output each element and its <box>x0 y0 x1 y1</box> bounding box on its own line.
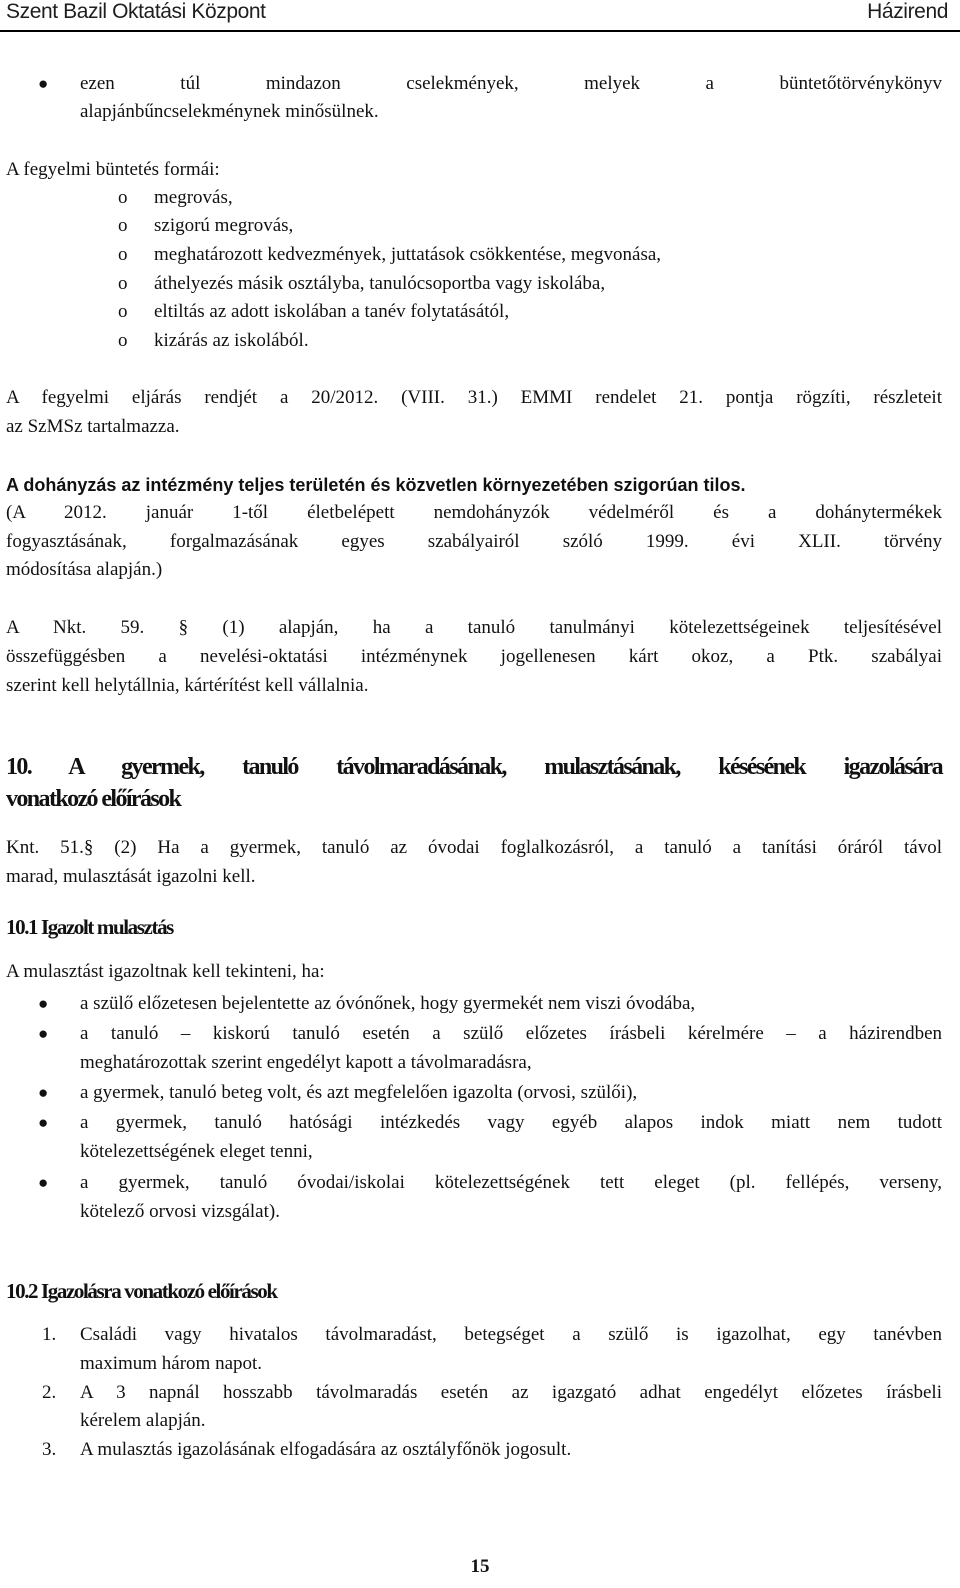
section-10-2-heading: 10.2 Igazolásra vonatkozó előírások <box>6 1279 277 1303</box>
page-header <box>0 0 960 32</box>
damage-line3: szerint kell helytállnia, kártérítést kell vállalnia. <box>6 675 369 696</box>
list-item: kizárás az iskolából. <box>154 330 309 351</box>
list-item: a szülő előzetesen bejelentette az óvónőnek, hogy gyermekét nem viszi óvodába, <box>80 993 696 1014</box>
intro-bullet-line1: ezen túl mindazon cselekmények, melyek a büntetőtörvénykönyv <box>80 73 942 94</box>
page-number: 15 <box>470 1556 490 1577</box>
bullet-icon: ● <box>38 1173 49 1192</box>
bullet-icon: ● <box>38 1113 49 1132</box>
list-item: a gyermek, tanuló hatósági intézkedés vagy egyéb alapos indok miatt nem tudott <box>80 1112 942 1133</box>
bullet-icon: ● <box>38 1083 49 1102</box>
list-item-continuation: kötelezettségének eleget tenni, <box>80 1141 313 1162</box>
list-item: szigorú megrovás, <box>154 215 294 236</box>
list-item: a tanuló – kiskorú tanuló esetén a szülő előzetes írásbeli kérelmére – a házirendben <box>80 1023 942 1044</box>
smoking-line3: módosítása alapján.) <box>6 559 163 580</box>
bullet-icon: ● <box>38 74 49 93</box>
list-number: 3. <box>42 1439 57 1460</box>
list-item: Családi vagy hivatalos távolmaradást, betegséget a szülő is igazolhat, egy tanévben <box>80 1324 942 1345</box>
section-10-1-heading: 10.1 Igazolt mulasztás <box>6 915 173 939</box>
list-item-continuation: kérelem alapján. <box>80 1410 206 1431</box>
intro-bullet-line2: alapjánbűncselekménynek minősülnek. <box>80 101 379 122</box>
list-number: 1. <box>42 1324 57 1345</box>
list-item: A mulasztás igazolásának elfogadására az osztályfőnök jogosult. <box>80 1439 572 1460</box>
list-marker: o <box>118 301 128 322</box>
list-item: megrovás, <box>154 187 233 208</box>
list-marker: o <box>118 244 128 265</box>
list-item-continuation: maximum három napot. <box>80 1353 263 1374</box>
section-10-paragraph-line1: Knt. 51.§ (2) Ha a gyermek, tanuló az óvodai foglalkozásról, a tanuló a tanítási óráról távol <box>6 837 942 858</box>
smoking-line1: (A 2012. január 1-től életbelépett nemdohányzók védelméről és a dohánytermékek <box>6 502 942 523</box>
smoking-line2: fogyasztásának, forgalmazásának egyes szabályairól szóló 1999. évi XLII. törvény <box>6 531 942 552</box>
list-marker: o <box>118 187 128 208</box>
list-item: a gyermek, tanuló óvodai/iskolai kötelezettségének tett eleget (pl. fellépés, verseny, <box>80 1172 942 1193</box>
list-marker: o <box>118 273 128 294</box>
list-marker: o <box>118 215 128 236</box>
list-marker: o <box>118 330 128 351</box>
section-10-paragraph-line2: marad, mulasztását igazolni kell. <box>6 866 256 887</box>
damage-line1: A Nkt. 59. § (1) alapján, ha a tanuló tanulmányi kötelezettségeinek teljesítésével <box>6 617 942 638</box>
procedure-line2: az SzMSz tartalmazza. <box>6 416 180 437</box>
header-document-title: Házirend <box>867 0 948 23</box>
list-item: meghatározott kedvezmények, juttatások csökkentése, megvonása, <box>154 244 662 265</box>
bullet-icon: ● <box>38 1024 49 1043</box>
list-item: áthelyezés másik osztályba, tanulócsoportba vagy iskolába, <box>154 273 606 294</box>
list-item: a gyermek, tanuló beteg volt, és azt megfelelően igazolta (orvosi, szülői), <box>80 1082 638 1103</box>
damage-line2: összefüggésben a nevelési-oktatási intézménynek jogellenesen kárt okoz, a Ptk. szabályai <box>6 646 942 667</box>
section-10-heading-line1: 10. A gyermek, tanuló távolmaradásának, mulasztásának, késésének igazolására <box>6 754 942 780</box>
list-item: eltiltás az adott iskolában a tanév folytatásától, <box>154 301 510 322</box>
list-item-continuation: meghatározottak szerint engedélyt kapott a távolmaradásra, <box>80 1052 532 1073</box>
smoking-ban-statement: A dohányzás az intézmény teljes területén és közvetlen környezetében szigorúan tilos. <box>6 475 746 495</box>
list-item-continuation: kötelező orvosi vizsgálat). <box>80 1201 280 1222</box>
section-10-heading-line2: vonatkozó előírások <box>6 786 181 812</box>
header-institution: Szent Bazil Oktatási Központ <box>6 0 266 23</box>
list-item: A 3 napnál hosszabb távolmaradás esetén az igazgató adhat engedélyt előzetes írásbeli <box>80 1382 942 1403</box>
section-10-1-intro: A mulasztást igazoltnak kell tekinteni, ha: <box>6 961 325 982</box>
procedure-line1: A fegyelmi eljárás rendjét a 20/2012. (VIII. 31.) EMMI rendelet 21. pontja rögzíti, részleteit <box>6 387 942 408</box>
list-number: 2. <box>42 1382 57 1403</box>
punishment-title: A fegyelmi büntetés formái: <box>6 159 220 180</box>
bullet-icon: ● <box>38 994 49 1013</box>
